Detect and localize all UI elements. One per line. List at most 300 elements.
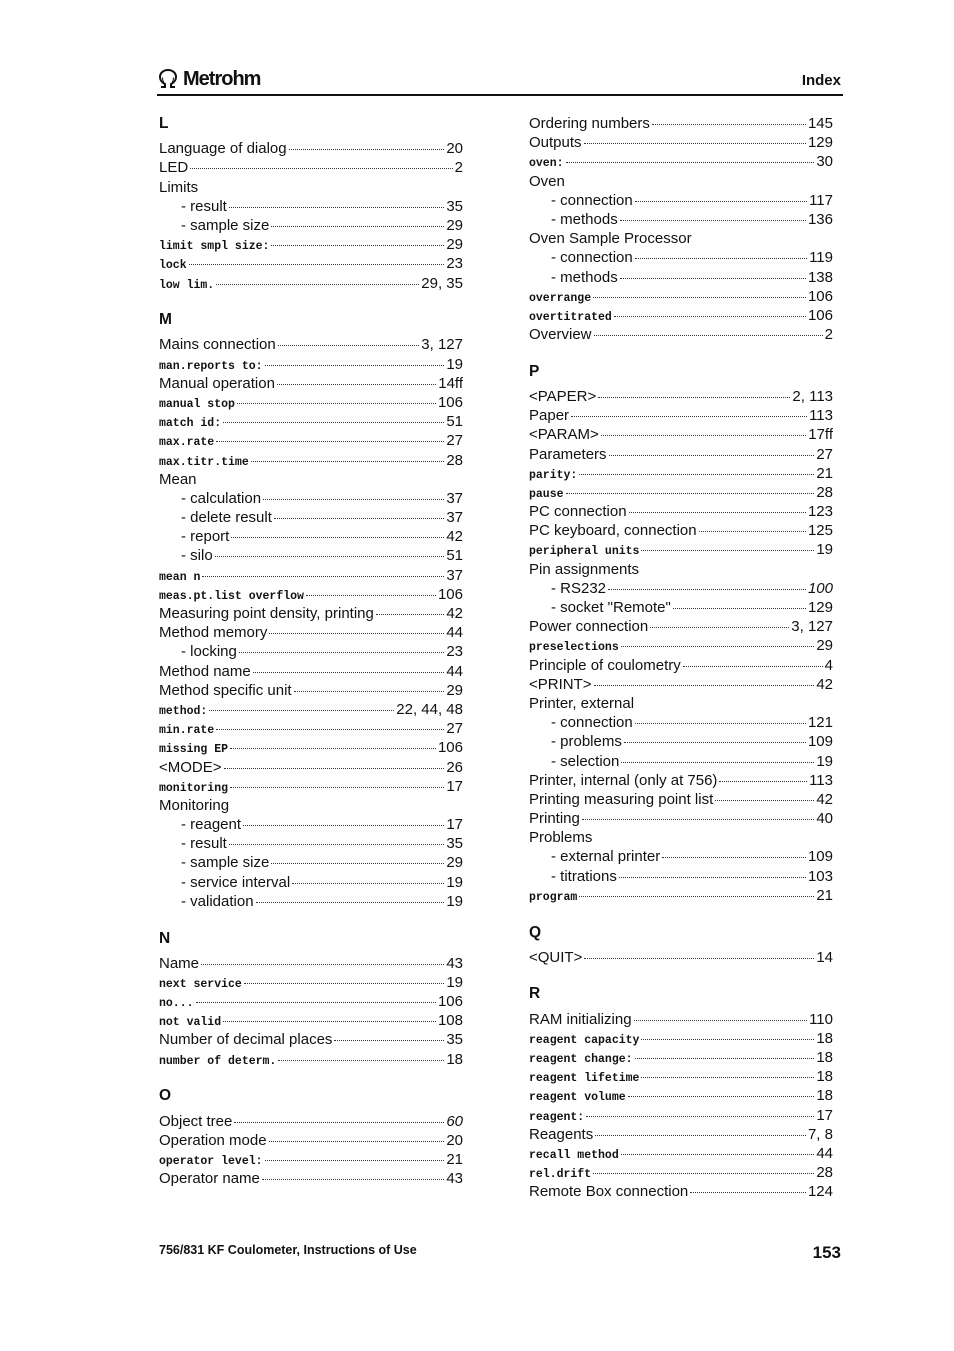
index-page-ref: 124 bbox=[807, 1183, 833, 1201]
index-term: Power connection bbox=[529, 618, 649, 636]
index-term: - problems bbox=[551, 733, 622, 751]
index-entry bbox=[529, 325, 833, 344]
dot-leader bbox=[294, 691, 445, 692]
index-entry bbox=[529, 598, 833, 617]
index-entry bbox=[529, 790, 833, 809]
index-term: - socket "Remote" bbox=[551, 599, 671, 616]
index-term: Mains connection bbox=[159, 336, 276, 354]
index-page-ref: 19 bbox=[446, 892, 463, 910]
index-term: max.titr.time bbox=[159, 455, 249, 469]
index-entry bbox=[529, 502, 833, 521]
index-entry bbox=[159, 546, 463, 565]
dot-leader bbox=[215, 556, 445, 557]
index-page-ref: 27 bbox=[816, 445, 833, 463]
index-page-ref: 29 bbox=[446, 216, 463, 234]
index-page-ref: 19 bbox=[446, 973, 463, 991]
index-page-ref: 113 bbox=[809, 771, 833, 789]
dot-leader bbox=[571, 416, 807, 417]
index-entry bbox=[159, 1112, 463, 1131]
index-term: Overview bbox=[529, 326, 592, 344]
index-term: Name bbox=[159, 954, 200, 972]
index-entry bbox=[159, 796, 463, 815]
dot-leader bbox=[278, 1060, 444, 1061]
dot-leader bbox=[265, 365, 445, 366]
index-entry bbox=[529, 617, 833, 636]
index-entry bbox=[159, 815, 463, 834]
index-page-ref: 138 bbox=[807, 268, 833, 286]
index-page-ref: 117 bbox=[809, 191, 833, 209]
dot-leader bbox=[277, 384, 436, 385]
dot-leader bbox=[594, 685, 815, 686]
index-page-ref: 30 bbox=[816, 153, 833, 171]
dot-leader bbox=[271, 226, 444, 227]
index-term: meas.pt.list overflow bbox=[159, 589, 304, 603]
index-page-ref: 18 bbox=[816, 1087, 833, 1105]
section-letter: L bbox=[159, 115, 169, 132]
index-entry bbox=[529, 694, 833, 713]
index-page-ref: 28 bbox=[816, 483, 833, 501]
dot-leader bbox=[614, 316, 806, 317]
index-page-ref: 4 bbox=[824, 656, 833, 674]
index-page-ref: 17 bbox=[816, 1106, 833, 1124]
index-entry bbox=[159, 393, 463, 412]
dot-leader bbox=[262, 1179, 444, 1180]
index-page-ref: 19 bbox=[446, 873, 463, 891]
index-term: Oven Sample Processor bbox=[529, 230, 692, 248]
index-page-ref: 35 bbox=[446, 835, 463, 853]
index-entry bbox=[159, 777, 463, 796]
index-page-ref: 20 bbox=[446, 1131, 463, 1149]
index-entry bbox=[159, 274, 463, 293]
index-term: - sample size bbox=[181, 854, 270, 872]
dot-leader bbox=[271, 863, 444, 864]
page-title: Index bbox=[801, 72, 841, 89]
dot-leader bbox=[230, 748, 436, 749]
index-entry bbox=[159, 853, 463, 872]
index-entry bbox=[159, 873, 463, 892]
index-page-ref: 106 bbox=[807, 287, 833, 305]
index-page-ref: 42 bbox=[816, 790, 833, 808]
index-page-ref: 119 bbox=[809, 249, 833, 267]
index-term: no... bbox=[159, 997, 194, 1011]
index-page-ref: 29 bbox=[446, 681, 463, 699]
index-page-ref: 21 bbox=[446, 1150, 463, 1168]
index-term: Limits bbox=[159, 178, 199, 196]
index-page-ref: 43 bbox=[446, 954, 463, 972]
index-entry bbox=[159, 158, 463, 177]
index-page-ref: 26 bbox=[446, 758, 463, 776]
index-entry bbox=[529, 425, 833, 444]
index-term: Operation mode bbox=[159, 1131, 267, 1149]
index-entry bbox=[159, 1050, 463, 1069]
index-term: - reagent bbox=[181, 816, 242, 834]
index-term: Printer, internal (only at 756) bbox=[529, 771, 718, 789]
dot-leader bbox=[256, 902, 445, 903]
index-page-ref: 42 bbox=[816, 675, 833, 693]
dot-leader bbox=[635, 258, 807, 259]
index-page-ref: 29 bbox=[446, 236, 463, 254]
dot-leader bbox=[237, 403, 436, 404]
index-page-ref: 109 bbox=[807, 733, 833, 751]
index-term: reagent: bbox=[529, 1110, 585, 1124]
index-term: - sample size bbox=[181, 216, 270, 234]
index-page-ref: 3, 127 bbox=[791, 618, 833, 636]
dot-leader bbox=[621, 1154, 815, 1155]
dot-leader bbox=[274, 518, 444, 519]
index-term: Measuring point density, printing bbox=[159, 605, 374, 622]
index-term: PC connection bbox=[529, 503, 627, 521]
dot-leader bbox=[209, 710, 394, 711]
dot-leader bbox=[621, 762, 814, 763]
dot-leader bbox=[598, 397, 790, 398]
dot-leader bbox=[269, 633, 444, 634]
dot-leader bbox=[566, 162, 815, 163]
dot-leader bbox=[223, 1021, 436, 1022]
index-page-ref: 110 bbox=[809, 1010, 833, 1028]
index-entry bbox=[159, 719, 463, 738]
index-term: Monitoring bbox=[159, 796, 230, 814]
index-term: - calculation bbox=[181, 489, 262, 507]
index-entry bbox=[159, 662, 463, 681]
index-term: Reagents bbox=[529, 1125, 594, 1143]
index-column-left bbox=[159, 114, 463, 1188]
index-entry bbox=[159, 954, 463, 973]
index-page-ref: 44 bbox=[446, 624, 463, 642]
index-page-ref: 129 bbox=[807, 599, 833, 616]
dot-leader bbox=[278, 345, 420, 346]
index-term: - selection bbox=[551, 752, 620, 770]
index-term: program bbox=[529, 890, 578, 904]
index-page-ref: 19 bbox=[816, 541, 833, 559]
index-term: - titrations bbox=[551, 867, 617, 885]
index-entry bbox=[159, 992, 463, 1011]
dot-leader bbox=[641, 1077, 814, 1078]
index-entry bbox=[529, 752, 833, 771]
index-term: Printer, external bbox=[529, 694, 635, 712]
index-page-ref: 23 bbox=[446, 255, 463, 273]
brand-logo bbox=[157, 68, 260, 90]
dot-leader bbox=[699, 531, 806, 532]
index-term: reagent capacity bbox=[529, 1033, 640, 1047]
index-entry bbox=[529, 1029, 833, 1048]
index-entry bbox=[529, 406, 833, 425]
dot-leader bbox=[306, 595, 436, 596]
index-term: - result bbox=[181, 835, 227, 853]
index-term: lock bbox=[159, 259, 187, 273]
index-term: rel.drift bbox=[529, 1168, 592, 1182]
index-page-ref: 113 bbox=[809, 407, 833, 425]
index-page-ref: 29, 35 bbox=[421, 274, 463, 292]
section-letter: M bbox=[159, 311, 172, 329]
index-entry bbox=[529, 1048, 833, 1067]
index-term: pause bbox=[529, 487, 564, 501]
index-term: match id: bbox=[159, 417, 222, 431]
section-letter: O bbox=[159, 1087, 172, 1105]
index-section bbox=[159, 114, 463, 293]
dot-leader bbox=[624, 742, 806, 743]
index-term: next service bbox=[159, 977, 242, 991]
index-entry bbox=[529, 1067, 833, 1086]
dot-leader bbox=[635, 1058, 815, 1059]
dot-leader bbox=[189, 264, 445, 265]
index-page-ref: 42 bbox=[446, 605, 463, 622]
index-entry bbox=[159, 431, 463, 450]
index-entry bbox=[159, 470, 463, 489]
index-page-ref: 145 bbox=[807, 115, 833, 132]
dot-leader bbox=[243, 825, 444, 826]
index-term: - connection bbox=[551, 191, 633, 209]
index-entry bbox=[529, 1125, 833, 1144]
index-entry bbox=[159, 216, 463, 235]
dot-leader bbox=[334, 1040, 444, 1041]
index-term: Method memory bbox=[159, 624, 268, 642]
index-term: <PARAM> bbox=[529, 426, 599, 444]
dot-leader bbox=[292, 883, 444, 884]
index-entry bbox=[529, 675, 833, 694]
index-term: Principle of coulometry bbox=[529, 656, 681, 674]
index-page-ref: 103 bbox=[807, 867, 833, 885]
index-entry bbox=[529, 579, 833, 598]
index-page-ref: 18 bbox=[816, 1029, 833, 1047]
index-term: reagent lifetime bbox=[529, 1072, 640, 1086]
index-term: Method name bbox=[159, 662, 251, 680]
index-entry bbox=[529, 172, 833, 191]
index-page-ref: 21 bbox=[816, 886, 833, 904]
dot-leader bbox=[224, 768, 445, 769]
index-entry bbox=[529, 306, 833, 325]
index-entry bbox=[529, 828, 833, 847]
index-term: Operator name bbox=[159, 1170, 260, 1188]
index-entry bbox=[529, 540, 833, 559]
index-entry bbox=[159, 1030, 463, 1049]
dot-leader bbox=[609, 455, 815, 456]
index-entry bbox=[529, 133, 833, 152]
index-page-ref: 106 bbox=[437, 993, 463, 1011]
index-page-ref: 2, 113 bbox=[792, 387, 833, 405]
dot-leader bbox=[584, 958, 814, 959]
index-term: min.rate bbox=[159, 724, 215, 738]
dot-leader bbox=[595, 1135, 806, 1136]
dot-leader bbox=[601, 435, 807, 436]
index-page-ref: 35 bbox=[446, 1031, 463, 1049]
index-page-ref: 40 bbox=[816, 810, 833, 828]
index-entry bbox=[159, 681, 463, 700]
index-term: Oven bbox=[529, 172, 565, 190]
dot-leader bbox=[582, 819, 814, 820]
index-entry bbox=[159, 254, 463, 273]
index-term: RAM initializing bbox=[529, 1010, 632, 1028]
dot-leader bbox=[652, 124, 806, 125]
index-page-ref: 2 bbox=[824, 326, 833, 344]
index-term: <MODE> bbox=[159, 758, 222, 776]
index-page-ref: 2 bbox=[454, 159, 463, 177]
index-term: Language of dialog bbox=[159, 140, 287, 158]
index-entry bbox=[529, 636, 833, 655]
index-page-ref: 125 bbox=[807, 522, 833, 540]
dot-leader bbox=[629, 512, 806, 513]
index-term: - locking bbox=[181, 643, 237, 661]
index-page-ref: 44 bbox=[816, 1144, 833, 1162]
dot-leader bbox=[229, 207, 444, 208]
index-page-ref: 18 bbox=[816, 1048, 833, 1066]
index-entry bbox=[529, 886, 833, 905]
dot-leader bbox=[584, 143, 806, 144]
dot-leader bbox=[223, 422, 444, 423]
index-page-ref: 129 bbox=[807, 134, 833, 152]
index-term: man.reports to: bbox=[159, 359, 263, 373]
dot-leader bbox=[234, 1122, 444, 1123]
dot-leader bbox=[586, 1116, 814, 1117]
index-term: LED bbox=[159, 159, 189, 177]
index-entry bbox=[529, 1144, 833, 1163]
index-term: oven: bbox=[529, 157, 564, 171]
index-entry bbox=[529, 560, 833, 579]
dot-leader bbox=[621, 646, 815, 647]
index-page-ref: 106 bbox=[807, 306, 833, 324]
index-entry bbox=[159, 758, 463, 777]
index-page-ref: 18 bbox=[446, 1050, 463, 1068]
index-entry bbox=[159, 355, 463, 374]
index-term: reagent volume bbox=[529, 1091, 626, 1105]
index-term: overtitrated bbox=[529, 310, 612, 324]
index-term: Outputs bbox=[529, 134, 582, 152]
dot-leader bbox=[230, 787, 444, 788]
index-term: parity: bbox=[529, 468, 578, 482]
index-term: Pin assignments bbox=[529, 560, 640, 578]
index-entry bbox=[529, 287, 833, 306]
index-entry bbox=[529, 656, 833, 675]
dot-leader bbox=[579, 896, 814, 897]
footer-doc-title: 756/831 KF Coulometer, Instructions of Use bbox=[159, 1243, 417, 1257]
index-page-ref: 123 bbox=[807, 503, 833, 521]
index-term: low lim. bbox=[159, 278, 215, 292]
index-term: number of determ. bbox=[159, 1054, 277, 1068]
index-term: not valid bbox=[159, 1016, 222, 1030]
index-page-ref: 27 bbox=[446, 432, 463, 450]
index-page-ref: 43 bbox=[446, 1170, 463, 1188]
dot-leader bbox=[593, 297, 806, 298]
dot-leader bbox=[650, 627, 789, 628]
index-term: Manual operation bbox=[159, 374, 275, 392]
dot-leader bbox=[216, 729, 444, 730]
index-term: <PRINT> bbox=[529, 675, 592, 693]
index-term: max.rate bbox=[159, 436, 215, 450]
index-term: Number of decimal places bbox=[159, 1031, 333, 1049]
index-term: Remote Box connection bbox=[529, 1183, 689, 1201]
dot-leader bbox=[566, 493, 815, 494]
index-entry bbox=[159, 335, 463, 354]
index-entry bbox=[159, 235, 463, 254]
index-page-ref: 35 bbox=[446, 197, 463, 215]
index-page-ref: 109 bbox=[807, 848, 833, 866]
index-term: limit smpl size: bbox=[159, 240, 270, 254]
dot-leader bbox=[594, 335, 823, 336]
index-page-ref: 21 bbox=[816, 464, 833, 482]
dot-leader bbox=[620, 220, 806, 221]
index-term: Method specific unit bbox=[159, 681, 292, 699]
index-entry bbox=[529, 771, 833, 790]
index-page-ref: 37 bbox=[446, 489, 463, 507]
index-term: - silo bbox=[181, 547, 213, 565]
index-entry bbox=[159, 374, 463, 393]
index-term: Mean bbox=[159, 470, 197, 488]
dot-leader bbox=[593, 1173, 814, 1174]
index-entry bbox=[529, 521, 833, 540]
section-letter: N bbox=[159, 929, 171, 947]
index-entry bbox=[159, 566, 463, 585]
dot-leader bbox=[239, 652, 444, 653]
index-entry bbox=[159, 973, 463, 992]
dot-leader bbox=[641, 550, 814, 551]
index-page-ref: 51 bbox=[446, 413, 463, 431]
index-page-ref: 108 bbox=[437, 1012, 463, 1030]
dot-leader bbox=[251, 461, 445, 462]
index-entry bbox=[159, 604, 463, 623]
index-term: - validation bbox=[181, 892, 254, 910]
index-term: peripheral units bbox=[529, 545, 640, 559]
dot-leader bbox=[628, 1096, 815, 1097]
index-page-ref: 106 bbox=[437, 393, 463, 411]
index-entry bbox=[529, 847, 833, 866]
index-page-ref: 100 bbox=[807, 579, 833, 597]
index-term: - service interval bbox=[181, 873, 291, 891]
dot-leader bbox=[253, 672, 445, 673]
dot-leader bbox=[635, 201, 807, 202]
index-entry bbox=[529, 387, 833, 406]
index-entry bbox=[529, 809, 833, 828]
index-entry bbox=[529, 229, 833, 248]
dot-leader bbox=[216, 284, 419, 285]
dot-leader bbox=[608, 589, 806, 590]
index-entry bbox=[159, 1011, 463, 1030]
index-term: <QUIT> bbox=[529, 948, 583, 966]
index-term: PC keyboard, connection bbox=[529, 522, 697, 540]
dot-leader bbox=[231, 537, 444, 538]
brand-name: Metrohm bbox=[183, 68, 261, 90]
index-page-ref: 14 bbox=[816, 948, 833, 966]
dot-leader bbox=[190, 168, 452, 169]
dot-leader bbox=[620, 278, 806, 279]
index-term: Problems bbox=[529, 829, 593, 847]
dot-leader bbox=[229, 844, 444, 845]
dot-leader bbox=[216, 441, 444, 442]
dot-leader bbox=[271, 245, 444, 246]
index-column-right bbox=[529, 114, 833, 1201]
index-page-ref: 18 bbox=[816, 1068, 833, 1086]
index-entry bbox=[159, 834, 463, 853]
index-page-ref: 19 bbox=[816, 752, 833, 770]
index-page-ref: 14ff bbox=[438, 374, 463, 392]
index-entry bbox=[159, 700, 463, 719]
index-entry bbox=[529, 445, 833, 464]
index-page-ref: 106 bbox=[437, 585, 463, 603]
index-page-ref: 20 bbox=[446, 140, 463, 158]
index-section bbox=[529, 362, 833, 905]
index-entry bbox=[529, 948, 833, 967]
dot-leader bbox=[263, 499, 444, 500]
index-page-ref: 17 bbox=[446, 777, 463, 795]
index-page-ref: 23 bbox=[446, 643, 463, 661]
dot-leader bbox=[634, 1020, 808, 1021]
index-page-ref: 28 bbox=[816, 1164, 833, 1182]
index-entry bbox=[159, 623, 463, 642]
omega-icon bbox=[157, 68, 179, 90]
index-section bbox=[159, 310, 463, 911]
dot-leader bbox=[269, 1141, 445, 1142]
index-term: monitoring bbox=[159, 781, 229, 795]
index-entry bbox=[159, 1131, 463, 1150]
index-term: overrange bbox=[529, 291, 592, 305]
